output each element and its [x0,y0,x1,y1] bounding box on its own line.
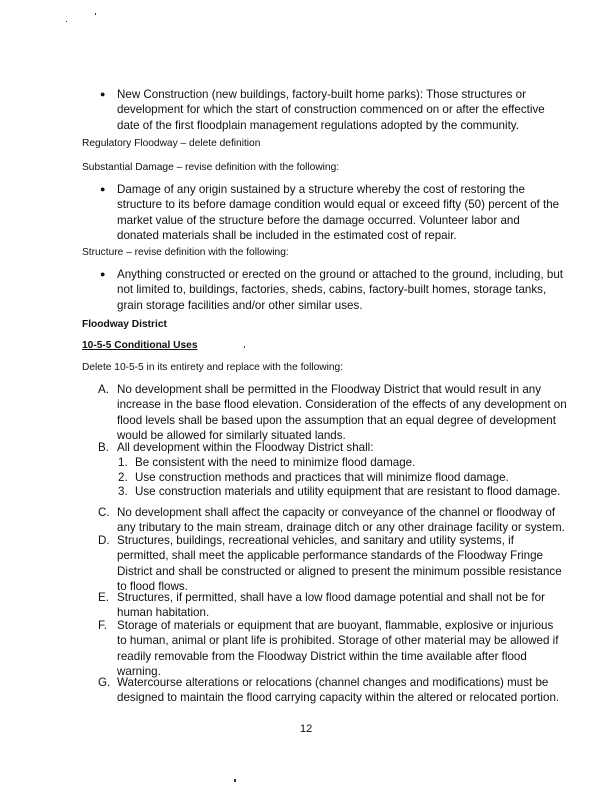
bullet-icon: ● [100,269,106,279]
text-line: permitted, shall meet the applicable performance standards of the Floodway Fringe [117,549,543,563]
scan-artifact [95,13,96,15]
text-line: Be consistent with the need to minimize flood damage. [135,456,416,469]
sublist-label: 1. [118,456,128,469]
list-label: E. [98,591,109,604]
text-line: date of the first floodplain management regulations adopted by the community. [117,118,519,132]
bullet-substantial-damage [100,182,560,244]
text-line: Storage of materials or equipment that are buoyant, flammable, explosive or injurious [117,619,554,632]
text-line: increase in the base flood elevation. Consideration of the effects of any development on [117,398,567,412]
text-line: human habitation. [117,606,210,620]
text-line: Damage of any origin sustained by a structure whereby the cost of restoring the [117,183,525,196]
list-item-e [98,590,577,621]
text-line: District and shall be constructed or aligned to present the minimum possible resistance [117,564,562,578]
list-label: C. [98,506,110,519]
text-line: not limited to, buildings, factories, sheds, cabins, factory-built homes, storage tanks, [117,283,547,297]
text-line: any tributary to the main stream, drainage ditch or any other drainage facility or system. [117,521,565,535]
text-line: No development shall be permitted in the Floodway District that would result in any [117,383,542,396]
sublist-item-1 [118,455,416,470]
bullet-icon: ● [100,184,106,194]
text-line: Use construction materials and utility equipment that are resistant to flood damage. [135,485,561,498]
delete-instruction: Delete 10-5-5 in its entirety and replace with the following: [82,362,344,373]
regulatory-floodway-note: Regulatory Floodway – delete definition [82,138,261,149]
scan-artifact [244,346,245,348]
text-line: structure to its before damage condition would equal or exceed fifty (50) percent of the [117,198,560,212]
text-line: readily removable from the Floodway District within the time available after flood [117,649,527,663]
list-item-a [98,382,577,444]
text-line: flood levels shall be based upon the assumption that an equal degree of development [117,413,556,427]
sublist-item-3 [118,484,561,499]
list-label: F. [98,619,108,632]
list-label: B. [98,441,109,454]
text-line: market value of the structure before the damage occurred. Volunteer labor and [117,213,520,227]
text-line: All development within the Floodway District shall: [117,441,374,454]
list-item-g [98,675,577,706]
text-line: New Construction (new buildings, factory-built home parks): Those structures or [117,88,526,101]
sublist-label: 2. [118,471,128,484]
text-line: Structures, buildings, recreational vehicles, and sanitary and utility systems, if [117,534,514,547]
list-item-c [98,505,577,536]
list-label: A. [98,383,109,396]
structure-heading: Structure – revise definition with the following: [82,247,289,258]
scan-artifact [66,21,67,22]
text-line: to human, animal or plant life is prohibited. Storage of other material may be allowed if [117,634,559,648]
text-line: Anything constructed or erected on the ground or attached to the ground, including, but [117,268,564,281]
text-line: to flood flows. [117,580,188,594]
text-line: warning. [117,665,161,679]
floodway-district-heading: Floodway District [82,319,167,330]
list-item-b [98,440,577,455]
bullet-new-construction [100,87,547,133]
substantial-damage-heading: Substantial Damage – revise definition with the following: [82,162,340,173]
sublist-label: 3. [118,485,128,498]
bullet-structure [100,267,564,313]
text-line: No development shall affect the capacity or conveyance of the channel or floodway of [117,506,556,519]
text-line: grain storage facilities and/or other similar uses. [117,298,363,312]
scan-artifact [234,779,236,782]
bullet-icon: ● [100,89,106,99]
page-number: 12 [300,723,313,735]
list-item-f [98,618,577,680]
text-line: Use construction methods and practices that will minimize flood damage. [135,471,509,484]
text-line: Structures, if permitted, shall have a low flood damage potential and shall not be for [117,591,545,604]
list-label: G. [98,676,111,689]
text-line: donated materials shall be included in the estimated cost of repair. [117,229,457,243]
text-line: designed to maintain the flood carrying capacity within the altered or relocated portion. [117,691,560,705]
text-line: would be allowed for similarly situated lands. [117,429,346,443]
section-heading: 10-5-5 Conditional Uses [82,340,198,351]
text-line: development for which the start of construction commenced on or after the effective [117,103,545,117]
list-item-d [98,533,577,595]
text-line: Watercourse alterations or relocations (channel changes and modifications) must be [117,676,549,689]
list-label: D. [98,534,110,547]
